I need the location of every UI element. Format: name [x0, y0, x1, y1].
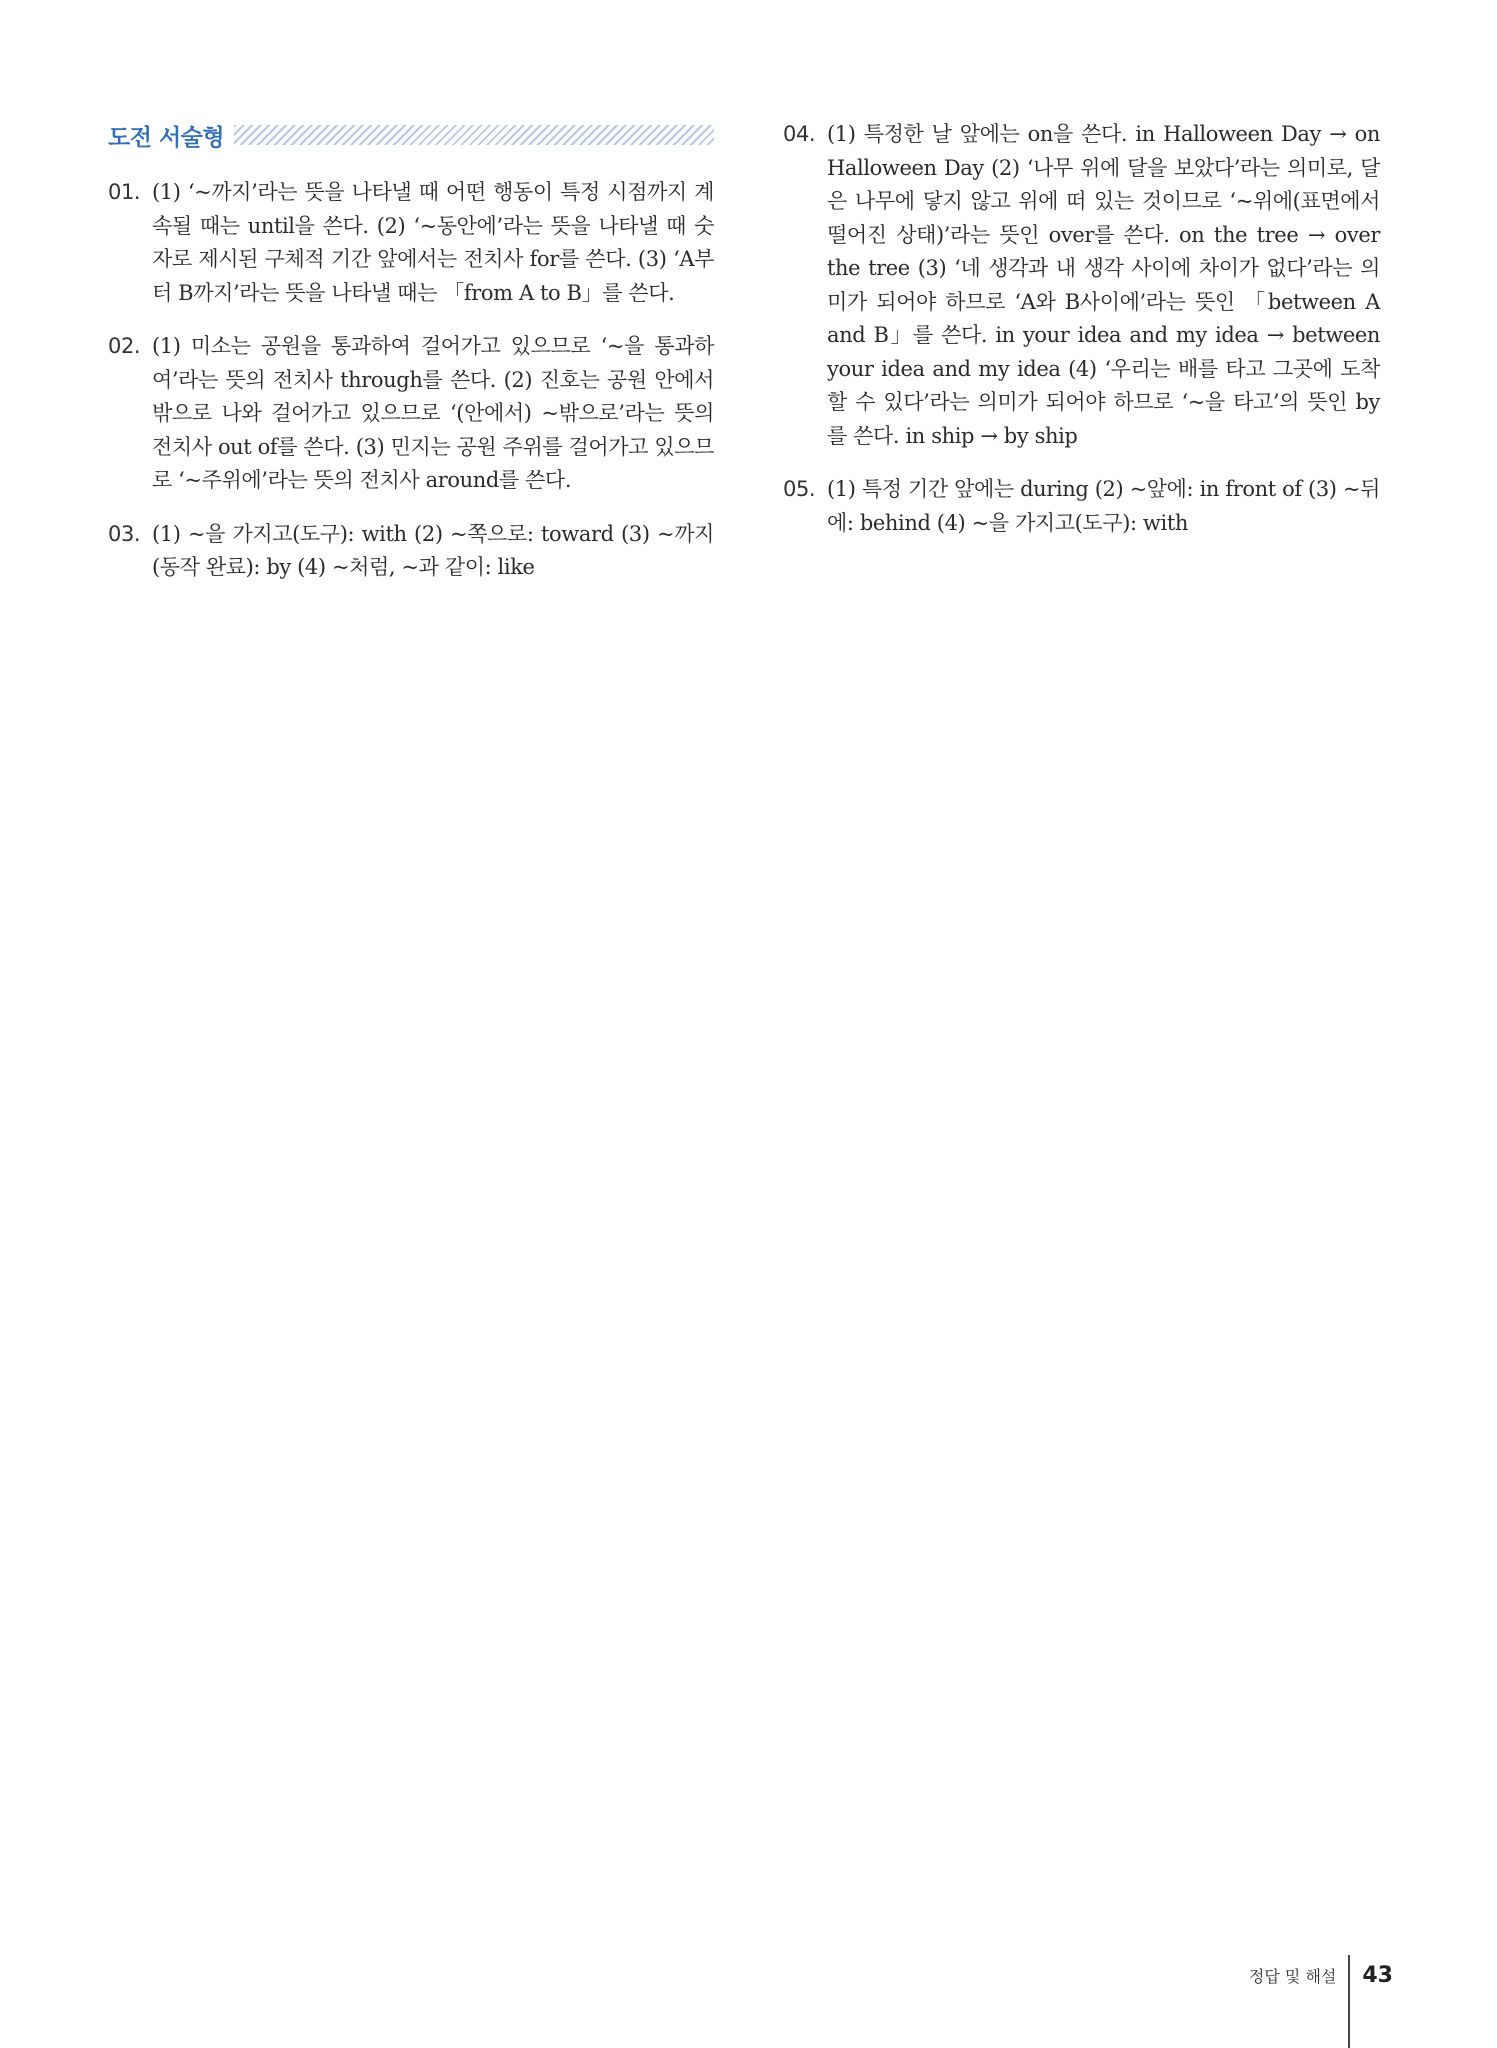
answer-item-04	[783, 118, 1380, 453]
item-explanation: (1) 특정 기간 앞에는 during (2) ~앞에: in front of (3) ~뒤에: behind (4) ~을 가지고(도구): with	[827, 477, 1380, 535]
answer-item-05	[783, 473, 1380, 540]
item-number: 02.	[108, 334, 141, 358]
item-explanation: (1) 미소는 공원을 통과하여 걸어가고 있으므로 ‘~을 통과하여’라는 뜻의 전치사 through를 쓴다. (2) 진호는 공원 안에서 밖으로 나와 걸어가고 있으므로 ‘(안에서) ~밖으로’라는 뜻의 전치사 out of를 쓴다. (3) 민지는 공원 주위를 걸어가고 있으므로 ‘~주위에’라는 뜻의 전치사 around를 쓴다.	[152, 334, 714, 492]
item-explanation: (1) 특정한 날 앞에는 on을 쓴다. in Halloween Day → on Halloween Day (2) ‘나무 위에 달을 보았다’라는 의미로, 달은 나무에 닿지 않고 위에 떠 있는 것이므로 ‘~위에(표면에서 떨어진 상태)’라는 뜻인 over를 쓴다. on the tree → over the tree (3) ‘네 생각과 내 생각 사이에 차이가 없다’라는 의미가 되어야 하므로 ‘A와 B사이에’라는 뜻인 「between A and B」를 쓴다. in your idea and my idea → between your idea and my idea (4) ‘우리는 배를 타고 그곳에 도착할 수 있다’라는 의미가 되어야 하므로 ‘~을 타고’의 뜻인 by를 쓴다. in ship → by ship	[827, 122, 1380, 448]
footer-label: 정답 및 해설	[1248, 1966, 1337, 1986]
item-explanation: (1) ‘~까지’라는 뜻을 나타낼 때 어떤 행동이 특정 시점까지 계속될 때는 until을 쓴다. (2) ‘~동안에’라는 뜻을 나타낼 때 숫자로 제시된 구체적 기간 앞에서는 전치사 for를 쓴다. (3) ‘A부터 B까지’라는 뜻을 나타낼 때는 「from A to B」를 쓴다.	[152, 180, 714, 305]
item-number: 01.	[108, 180, 141, 204]
section-title: 도전 서술형	[108, 124, 225, 151]
item-explanation: (1) ~을 가지고(도구): with (2) ~쪽으로: toward (3) ~까지(동작 완료): by (4) ~처럼, ~과 같이: like	[152, 521, 714, 579]
item-number: 04.	[783, 122, 816, 146]
footer-divider	[1348, 1955, 1350, 2048]
page-number: 43	[1362, 1962, 1393, 1988]
answer-item-03	[108, 518, 714, 585]
section-hatch-divider	[234, 125, 714, 145]
section-header	[108, 118, 714, 152]
answer-item-01	[108, 176, 714, 310]
item-number: 03.	[108, 521, 141, 546]
answer-item-02	[108, 330, 714, 498]
right-column	[783, 118, 1380, 560]
item-number: 05.	[783, 477, 816, 501]
page-footer	[1249, 1955, 1393, 1995]
left-column	[108, 118, 714, 605]
